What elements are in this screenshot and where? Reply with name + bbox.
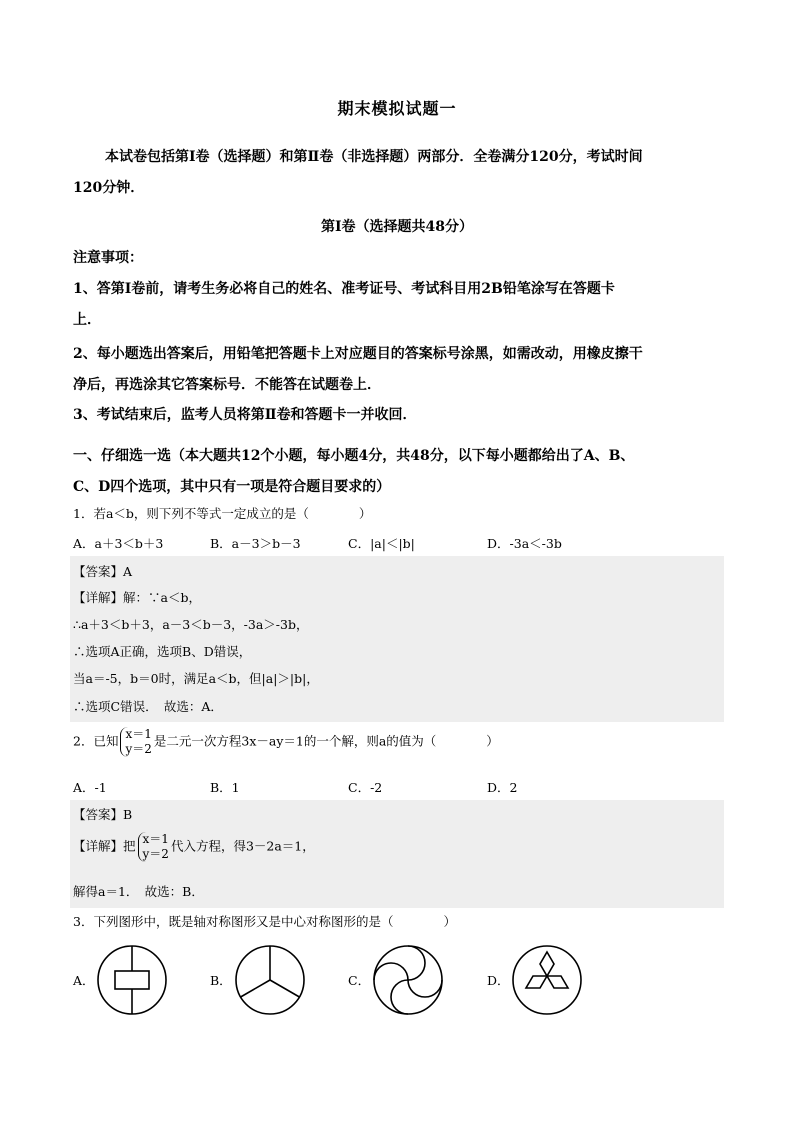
q3-figure-d [510,943,584,1017]
q1-detail-5: ∴选项C错误． 故选：A． [73,699,223,714]
q1-option-b: B．a－3＞b－3 [210,536,301,551]
note-2-line-2: 净后，再选涂其它答案标号．不能答在试题卷上． [73,377,381,393]
intro-line-1: 本试卷包括第Ⅰ卷（选择题）和第Ⅱ卷（非选择题）两部分．全卷满分120分，考试时间 [105,149,643,165]
note-2-line-1: 2、每小题选出答案后，用铅笔把答题卡上对应题目的答案标号涂黑，如需改动，用橡皮擦干 [73,346,643,362]
q1-option-a: A．a＋3＜b＋3 [73,536,164,551]
q2-detail-sys-top: x＝1 [142,832,169,846]
q2-stem-after: 是二元一次方程3x－ay＝1的一个解，则a的值为（ ） [153,733,499,749]
q2-option-a: A．-1 [73,780,107,795]
q2-option-d: D．2 [487,780,518,795]
q3-label-d: D． [487,973,510,988]
q2-option-c: C．-2 [348,780,383,795]
q2-detail-sys-bottom: y＝2 [142,847,169,861]
q2-stem [73,727,499,757]
intro-line-2: 120分钟． [73,180,145,196]
q2-detail-after: 代入方程，得3－2a＝1， [170,838,315,854]
note-3: 3、考试结束后，监考人员将第Ⅱ卷和答题卡一并收回． [73,407,417,423]
note-1-line-2: 上． [73,312,101,328]
q1-option-d: D．-3a＜-3b [487,536,562,551]
q1-detail-4: 当a＝-5，b＝0时，满足a＜b，但|a|＞|b|， [73,671,319,686]
note-1-line-1: 1、答第Ⅰ卷前，请考生务必将自己的姓名、准考证号、考试科目用2B铅笔涂写在答题卡 [73,281,615,297]
section1-line-2: C、D四个选项，其中只有一项是符合题目要求的） [73,479,391,495]
q3-stem: 3．下列图形中，既是轴对称图形又是中心对称图形的是（ ） [73,914,456,929]
q1-answer: 【答案】A [73,564,133,579]
q3-label-b: B． [210,973,232,988]
q2-detail-last: 解得a＝1． 故选：B． [73,884,204,899]
q3-figure-c [371,943,445,1017]
q2-option-b: B．1 [210,780,240,795]
q2-stem-before: 2．已知 [73,733,119,749]
q1-detail-1: 【详解】解：∵a＜b， [73,590,201,605]
q2-detail-system [138,832,169,862]
q3-label-c: C． [348,973,371,988]
section1-line-1: 一、仔细选一选（本大题共12个小题，每小题4分，共48分，以下每小题都给出了A、B、 [73,448,635,464]
q1-detail-2: ∴a＋3＜b＋3，a－3＜b－3，-3a＞-3b， [73,617,309,632]
q3-label-a: A． [73,973,95,988]
q2-detail-before: 【详解】把 [73,838,136,854]
q1-option-c: C．|a|＜|b| [348,536,415,551]
q2-sys-top: x＝1 [125,727,152,741]
q2-equation-system [120,727,151,757]
q2-sys-bottom: y＝2 [125,742,152,756]
q3-figure-b [233,943,307,1017]
q1-stem: 1．若a＜b，则下列不等式一定成立的是（ ） [73,506,372,521]
q1-detail-3: ∴选项A正确，选项B、D错误， [73,644,252,659]
q2-detail [73,832,315,862]
page-title: 期末模拟试题一 [337,99,457,118]
q2-answer: 【答案】B [73,807,133,822]
notes-heading: 注意事项： [73,250,143,266]
q3-figure-a [95,943,169,1017]
part1-heading: 第Ⅰ卷（选择题共48分） [320,219,474,235]
